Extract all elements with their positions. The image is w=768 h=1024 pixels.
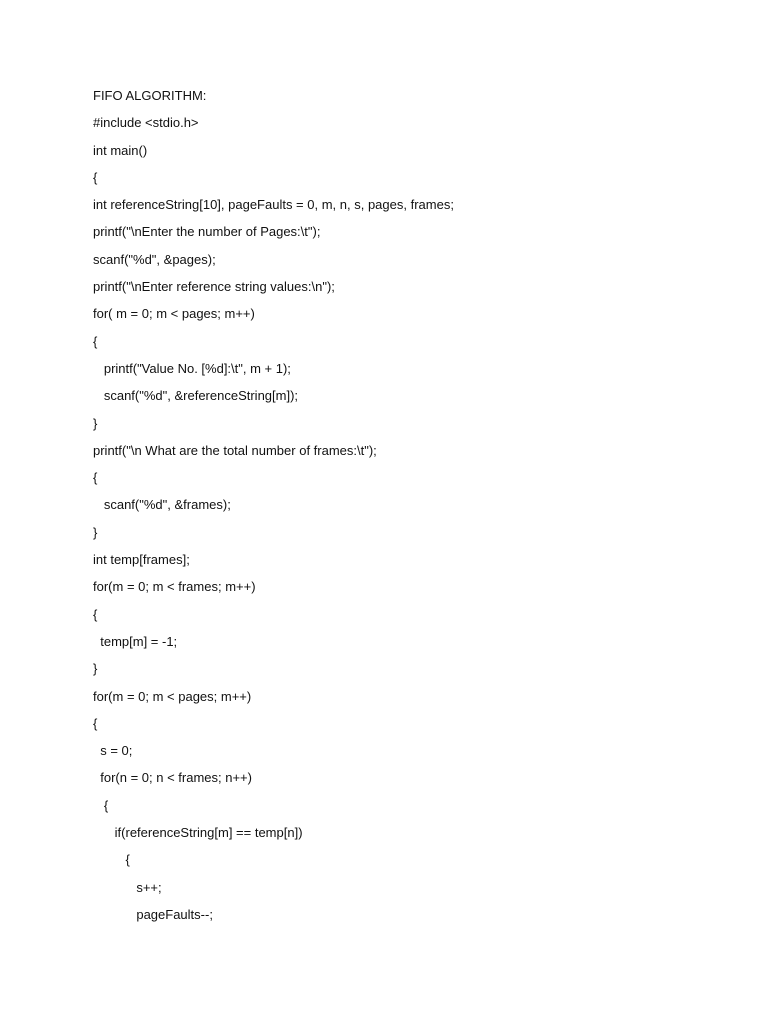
document-title: FIFO ALGORITHM:: [93, 88, 207, 103]
code-line-23: {: [93, 715, 98, 731]
code-line-9: {: [93, 333, 98, 349]
code-line-3: {: [93, 169, 98, 185]
code-line-17: int temp[frames];: [93, 552, 190, 568]
code-line-29: s++;: [93, 879, 162, 895]
code-line-26: {: [93, 797, 109, 813]
code-line-28: {: [93, 852, 130, 868]
code-line-4: int referenceString[10], pageFaults = 0, m, n, s, pages, frames;: [93, 197, 454, 213]
code-line-11: scanf("%d", &referenceString[m]);: [93, 388, 299, 404]
code-line-7: printf("\nEnter reference string values:\n");: [93, 279, 335, 295]
code-line-19: {: [93, 606, 98, 622]
code-line-5: printf("\nEnter the number of Pages:\t");: [93, 224, 321, 240]
code-line-21: }: [93, 661, 98, 677]
code-line-15: scanf("%d", &frames);: [93, 497, 231, 513]
code-line-30: pageFaults--;: [93, 906, 213, 922]
code-line-24: s = 0;: [93, 743, 133, 759]
code-line-27: if(referenceString[m] == temp[n]): [93, 825, 303, 841]
code-line-12: }: [93, 415, 98, 431]
code-line-20: temp[m] = -1;: [93, 633, 178, 649]
code-line-1: #include <stdio.h>: [93, 115, 199, 131]
document-body: [93, 87, 713, 933]
code-line-22: for(m = 0; m < pages; m++): [93, 688, 252, 704]
code-line-14: {: [93, 470, 98, 486]
code-line-10: printf("Value No. [%d]:\t", m + 1);: [93, 360, 291, 376]
code-line-2: int main(): [93, 142, 148, 158]
code-line-18: for(m = 0; m < frames; m++): [93, 579, 256, 595]
code-line-25: for(n = 0; n < frames; n++): [93, 770, 252, 786]
code-line-6: scanf("%d", &pages);: [93, 251, 216, 267]
code-line-16: }: [93, 524, 98, 540]
code-line-8: for( m = 0; m < pages; m++): [93, 306, 255, 322]
code-line-13: printf("\n What are the total number of frames:\t");: [93, 442, 377, 458]
